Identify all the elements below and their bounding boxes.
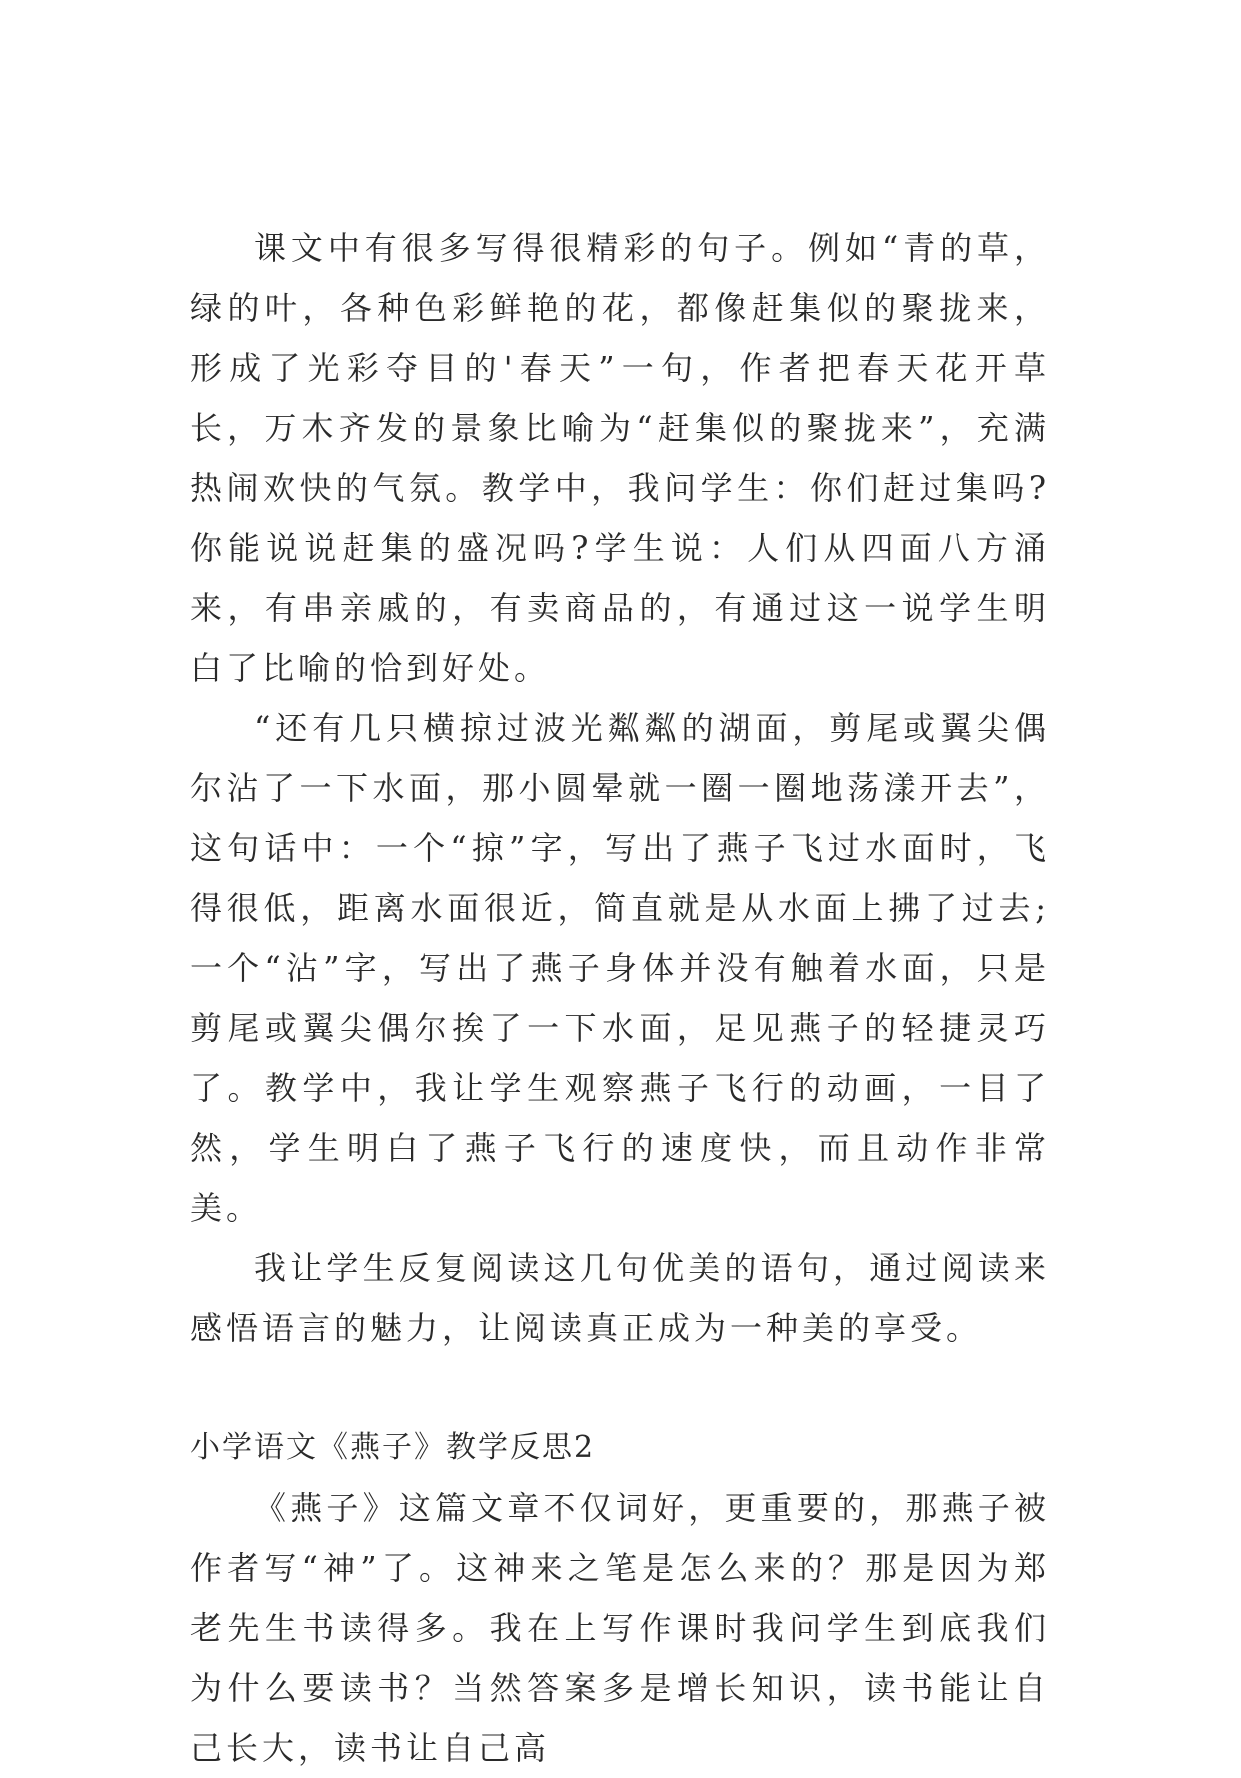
section-heading: 小学语文《燕子》教学反思2 bbox=[190, 1430, 596, 1465]
paragraph-metaphor: 课文中有很多写得很精彩的句子。例如“青的草，绿的叶，各种色彩鲜艳的花，都像赶集似的聚拢来，形成了光彩夺目的'春天”一句，作者把春天花开草长，万木齐发的景象比喻为“赶集似的聚拢来”，充满热闹欢快的气氛。教学中，我问学生：你们赶过集吗?你能说说赶集的盛况吗?学生说：人们从四面八方涌来，有串亲戚的，有卖商品的，有通过这一说学生明白了比喻的恰到好处。 bbox=[190, 229, 1050, 687]
paragraph-section2-intro: 《燕子》这篇文章不仅词好，更重要的，那燕子被作者写“神”了。这神来之笔是怎么来的？那是因为郑老先生书读得多。我在上写作课时我问学生到底我们为什么要读书？当然答案多是增长知识，读书能让自己长大，读书让自己高 bbox=[190, 1489, 1050, 1767]
paragraph-swallow-flight: “还有几只横掠过波光粼粼的湖面，剪尾或翼尖偶尔沾了一下水面，那小圆晕就一圈一圈地荡漾开去”，这句话中：一个“掠”字，写出了燕子飞过水面时，飞得很低，距离水面很近，简直就是从水面上拂了过去;一个“沾”字，写出了燕子身体并没有触着水面，只是剪尾或翼尖偶尔挨了一下水面，足见燕子的轻捷灵巧了。教学中，我让学生观察燕子飞行的动画，一目了然，学生明白了燕子飞行的速度快，而且动作非常美。 bbox=[190, 709, 1050, 1227]
document-body bbox=[190, 218, 1050, 1778]
paragraph-reading-appreciation: 我让学生反复阅读这几句优美的语句，通过阅读来感悟语言的魅力，让阅读真正成为一种美的享受。 bbox=[190, 1249, 1050, 1347]
